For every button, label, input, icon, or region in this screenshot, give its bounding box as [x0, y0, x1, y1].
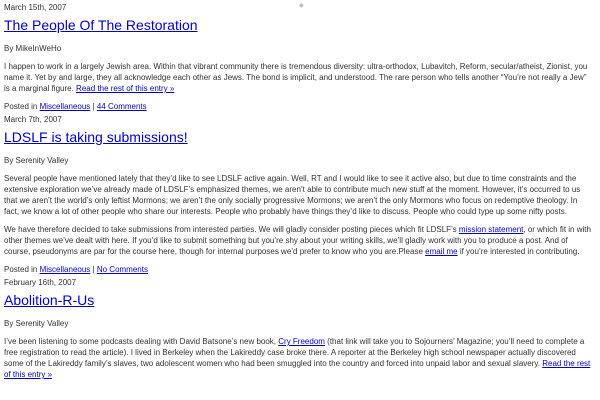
blog-content: [4, 0, 594, 380]
post-body-text: I happen to work in a largely Jewish area. Within that vibrant community there is tremendous diversity: ultra-orthodox, Lubavitch, Reform, secular/atheist, Zionist, you name it. Yet by and large, they all acknowledge each other as Jews. The bond is implicit, and understood. The rare person who tells another “You’re not really a Jew” is a marginal figure.: [4, 62, 588, 93]
meta-separator: |: [92, 102, 95, 111]
mission-statement-link[interactable]: mission statement: [458, 225, 524, 234]
email-link[interactable]: email me: [425, 247, 458, 256]
post-body-text: (that link will take you to Sojourners’ Magazine; you’ll need to complete a free registration to read the article). I lived in Berkeley when the Lakireddy case broke there. A reporter at the Berkeley high school newspaper actually discovered some of the Lakireddy family’s slaves, two adolescent women who had been smuggled into the country and forced into unpaid labor and sexual slavery.: [4, 337, 585, 368]
post-paragraph: [4, 224, 594, 257]
category-link[interactable]: Miscellaneous: [39, 102, 91, 111]
post-body-text: if you’re interested in contributing.: [459, 247, 580, 256]
post-body-text: I’ve been listening to some podcasts dealing with David Batsone’s new book,: [4, 337, 277, 346]
post-author: By Serenity Valley: [4, 156, 69, 165]
post-author: By MikeInWeHo: [4, 44, 62, 53]
post-entry: [4, 173, 594, 257]
meta-separator: |: [92, 265, 95, 274]
post-title: [4, 129, 594, 146]
post-title-link[interactable]: LDSLF is taking submissions!: [4, 129, 188, 145]
post-date: March 15th, 2007: [4, 3, 67, 12]
book-link[interactable]: Cry Freedom: [278, 337, 325, 346]
post-date: February 16th, 2007: [4, 278, 77, 287]
post-abolition: [4, 275, 594, 380]
post-meta: [4, 101, 594, 112]
post-ldslf-submissions: [4, 112, 594, 275]
posted-in-label: Posted in: [4, 102, 38, 111]
post-paragraph: [4, 336, 594, 380]
post-author: By Serenity Valley: [4, 319, 69, 328]
post-body-text: , or which fit in with other themes we’ve dealt with here. If you’d like to submit something but you’re shy about your writing skills, we’ll gladly work with you to produce a post. And of course, pseudonyms are par for the course here, though for internal purposes we’d prefer to know who you are.Please: [4, 225, 591, 256]
read-more-link[interactable]: Read the rest of this entry »: [76, 84, 175, 93]
posted-in-label: Posted in: [4, 265, 38, 274]
post-paragraph: Several people have mentioned lately that they’d like to see LDSLF active again. Well, RT and I would like to see it active also, but due to time constraints and the extensive exploration we’ve already made of LDSLF’s emphasized themes, we aren’t able to contribute much new stuff at the moment. However, it’s occurred to us that we aren’t the world’s only leftist Mormons; we aren’t the only socially progressive Mormons; we aren’t the only Mormons who focus on redemptive theology. In fact, we know a lot of other people who share our interests. People who probably have things they’d like to discuss. People who could type up some nifty posts.: [4, 174, 581, 216]
post-title: [4, 292, 594, 309]
read-more-link[interactable]: Read the rest of this entry »: [4, 359, 591, 379]
post-title: [4, 17, 594, 34]
top-marker-icon: ◆: [299, 3, 304, 9]
comments-link[interactable]: 44 Comments: [96, 102, 147, 111]
post-title-link[interactable]: The People Of The Restoration: [4, 17, 198, 33]
post-body-text: We have therefore decided to take submissions from interested parties. We will gladly consider posting pieces which fit LDSLF’s: [4, 225, 457, 234]
post-title-link[interactable]: Abolition-R-Us: [4, 292, 95, 308]
post-meta: [4, 264, 594, 275]
post-date: March 7th, 2007: [4, 115, 62, 124]
post-paragraph: [4, 61, 594, 94]
comments-link[interactable]: No Comments: [96, 265, 148, 274]
post-restoration: [4, 0, 594, 112]
post-entry: [4, 336, 594, 380]
post-entry: [4, 61, 594, 94]
category-link[interactable]: Miscellaneous: [39, 265, 91, 274]
